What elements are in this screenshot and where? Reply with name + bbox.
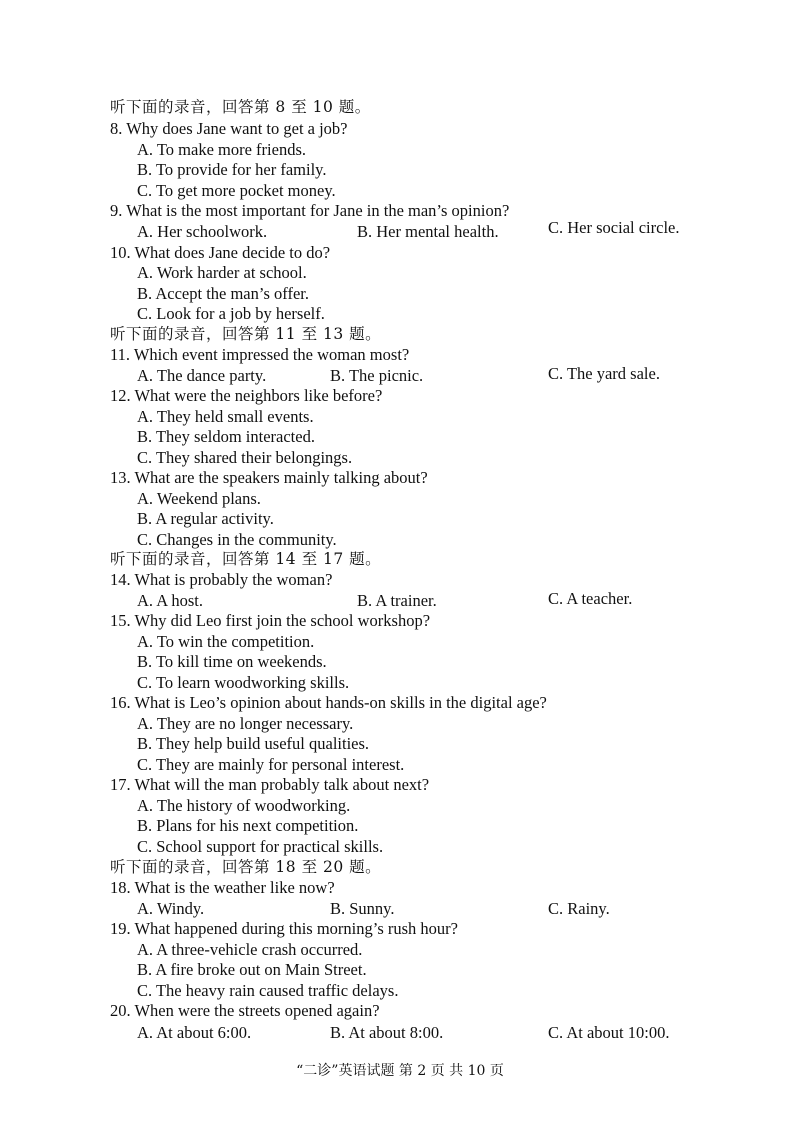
option-16c: C. They are mainly for personal interest. — [137, 755, 405, 774]
question-8: 8. Why does Jane want to get a job? — [110, 119, 348, 138]
option-20b: B. At about 8:00. — [330, 1023, 444, 1042]
option-13c: C. Changes in the community. — [137, 530, 337, 549]
option-17a: A. The history of woodworking. — [137, 796, 351, 815]
option-10b: B. Accept the man’s offer. — [137, 284, 309, 303]
section-heading: 听下面的录音，回答第 8 至 10 题。 — [110, 98, 371, 116]
section-heading: 听下面的录音，回答第 14 至 17 题。 — [110, 550, 382, 568]
option-12a: A. They held small events. — [137, 407, 314, 426]
question-11: 11. Which event impressed the woman most? — [110, 345, 410, 364]
option-18a: A. Windy. — [137, 899, 205, 918]
option-10c: C. Look for a job by herself. — [137, 304, 325, 323]
option-12b: B. They seldom interacted. — [137, 427, 315, 446]
question-18: 18. What is the weather like now? — [110, 878, 335, 897]
option-19b: B. A fire broke out on Main Street. — [137, 960, 367, 979]
question-10: 10. What does Jane decide to do? — [110, 243, 331, 262]
option-11b: B. The picnic. — [330, 366, 424, 385]
question-15: 15. Why did Leo first join the school workshop? — [110, 611, 431, 630]
option-9a: A. Her schoolwork. — [137, 222, 268, 241]
question-19: 19. What happened during this morning’s rush hour? — [110, 919, 458, 938]
question-14: 14. What is probably the woman? — [110, 570, 333, 589]
option-9c: C. Her social circle. — [548, 218, 680, 237]
question-13: 13. What are the speakers mainly talking about? — [110, 468, 428, 487]
option-11c: C. The yard sale. — [548, 364, 660, 383]
option-14c: C. A teacher. — [548, 589, 633, 608]
option-10a: A. Work harder at school. — [137, 263, 307, 282]
option-19c: C. The heavy rain caused traffic delays. — [137, 981, 399, 1000]
option-15a: A. To win the competition. — [137, 632, 315, 651]
option-20a: A. At about 6:00. — [137, 1023, 252, 1042]
option-18b: B. Sunny. — [330, 899, 395, 918]
question-16: 16. What is Leo’s opinion about hands-on skills in the digital age? — [110, 693, 547, 712]
question-9: 9. What is the most important for Jane in the man’s opinion? — [110, 201, 510, 220]
option-17b: B. Plans for his next competition. — [137, 816, 359, 835]
question-17: 17. What will the man probably talk about next? — [110, 775, 430, 794]
option-13a: A. Weekend plans. — [137, 489, 261, 508]
option-20c: C. At about 10:00. — [548, 1023, 670, 1042]
option-9b: B. Her mental health. — [357, 222, 499, 241]
section-heading: 听下面的录音，回答第 18 至 20 题。 — [110, 858, 382, 876]
option-16b: B. They help build useful qualities. — [137, 734, 370, 753]
section-heading: 听下面的录音，回答第 11 至 13 题。 — [110, 325, 382, 343]
option-13b: B. A regular activity. — [137, 509, 274, 528]
option-14a: A. A host. — [137, 591, 204, 610]
option-11a: A. The dance party. — [137, 366, 267, 385]
option-8a: A. To make more friends. — [137, 140, 306, 159]
question-20: 20. When were the streets opened again? — [110, 1001, 380, 1020]
option-16a: A. They are no longer necessary. — [137, 714, 354, 733]
option-17c: C. School support for practical skills. — [137, 837, 384, 856]
option-15b: B. To kill time on weekends. — [137, 652, 327, 671]
option-14b: B. A trainer. — [357, 591, 437, 610]
question-12: 12. What were the neighbors like before? — [110, 386, 383, 405]
option-15c: C. To learn woodworking skills. — [137, 673, 350, 692]
option-19a: A. A three-vehicle crash occurred. — [137, 940, 363, 959]
option-8c: C. To get more pocket money. — [137, 181, 336, 200]
option-12c: C. They shared their belongings. — [137, 448, 353, 467]
option-18c: C. Rainy. — [548, 899, 610, 918]
option-8b: B. To provide for her family. — [137, 160, 327, 179]
page-footer: “二诊”英语试题 第 2 页 共 10 页 — [296, 1063, 504, 1079]
